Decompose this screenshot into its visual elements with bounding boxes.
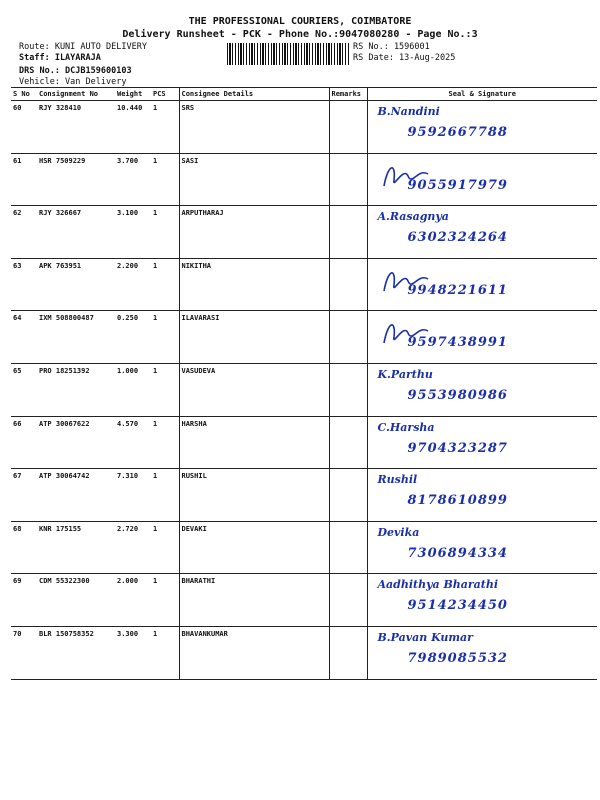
- cell-signature: [367, 153, 597, 206]
- cell-weight: 1.000: [115, 363, 151, 416]
- cell-sno: 63: [11, 258, 37, 311]
- cell-weight: 2.200: [115, 258, 151, 311]
- drs-label: DRS No.: DCJB159600103: [19, 66, 132, 76]
- cell-signature: [367, 521, 597, 574]
- col-consignment: Consignment No: [37, 88, 115, 101]
- cell-consignment: BLR 150758352: [37, 626, 115, 679]
- cell-consignee: VASUDEVA: [179, 363, 329, 416]
- signature-phone: 7989085532: [407, 650, 508, 666]
- cell-signature: [367, 416, 597, 469]
- cell-consignee: HARSHA: [179, 416, 329, 469]
- cell-pcs: 1: [151, 626, 179, 679]
- cell-pcs: 1: [151, 311, 179, 364]
- cell-pcs: 1: [151, 574, 179, 627]
- cell-consignee: BHARATHI: [179, 574, 329, 627]
- cell-consignment: KNR 175155: [37, 521, 115, 574]
- cell-consignment: ATP 30064742: [37, 469, 115, 522]
- signature-phone: 9514234450: [407, 598, 508, 614]
- signature-phone: 7306894334: [407, 545, 508, 561]
- cell-remarks: [329, 363, 367, 416]
- cell-weight: 2.720: [115, 521, 151, 574]
- cell-remarks: [329, 416, 367, 469]
- table-row: [11, 363, 597, 416]
- cell-sno: 62: [11, 206, 37, 259]
- cell-sno: 69: [11, 574, 37, 627]
- cell-pcs: 1: [151, 416, 179, 469]
- cell-sno: 68: [11, 521, 37, 574]
- cell-consignee: NIKITHA: [179, 258, 329, 311]
- cell-consignee: ILAVARASI: [179, 311, 329, 364]
- cell-consignment: HSR 7509229: [37, 153, 115, 206]
- cell-consignee: ARPUTHARAJ: [179, 206, 329, 259]
- cell-consignment: ATP 30067622: [37, 416, 115, 469]
- signature-name: C.Harsha: [377, 420, 435, 434]
- signature-phone: 8178610899: [407, 493, 508, 509]
- cell-pcs: 1: [151, 258, 179, 311]
- cell-consignment: CDM 55322300: [37, 574, 115, 627]
- cell-consignment: RJY 326667: [37, 206, 115, 259]
- signature-phone: 9948221611: [407, 282, 508, 298]
- cell-pcs: 1: [151, 521, 179, 574]
- signature-phone: 6302324264: [407, 230, 508, 246]
- table-row: [11, 258, 597, 311]
- cell-remarks: [329, 626, 367, 679]
- cell-sno: 66: [11, 416, 37, 469]
- cell-signature: [367, 206, 597, 259]
- signature-name: B.Pavan Kumar: [377, 630, 473, 644]
- cell-sno: 60: [11, 101, 37, 154]
- cell-pcs: 1: [151, 206, 179, 259]
- table-row: [11, 521, 597, 574]
- col-sno: S No: [11, 88, 37, 101]
- cell-signature: [367, 469, 597, 522]
- cell-weight: 0.250: [115, 311, 151, 364]
- cell-remarks: [329, 521, 367, 574]
- table-row: [11, 574, 597, 627]
- cell-pcs: 1: [151, 153, 179, 206]
- signature-name: A.Rasagnya: [377, 210, 449, 224]
- signature-phone: 9592667788: [407, 125, 508, 140]
- col-pcs: PCS: [151, 88, 179, 101]
- cell-remarks: [329, 469, 367, 522]
- cell-remarks: [329, 153, 367, 206]
- cell-consignment: IXM 508800487: [37, 311, 115, 364]
- cell-consignment: APK 763951: [37, 258, 115, 311]
- cell-remarks: [329, 101, 367, 154]
- barcode: [227, 43, 350, 65]
- cell-weight: 7.310: [115, 469, 151, 522]
- cell-weight: 4.570: [115, 416, 151, 469]
- cell-consignment: PRO 18251392: [37, 363, 115, 416]
- cell-consignee: BHAVANKUMAR: [179, 626, 329, 679]
- cell-consignee: DEVAKI: [179, 521, 329, 574]
- cell-weight: 3.100: [115, 206, 151, 259]
- col-consignee: Consignee Details: [179, 88, 329, 101]
- cell-remarks: [329, 206, 367, 259]
- table-header-row: [11, 88, 597, 101]
- cell-consignment: RJY 328410: [37, 101, 115, 154]
- col-remarks: Remarks: [329, 88, 367, 101]
- col-weight: Weight: [115, 88, 151, 101]
- cell-sno: 61: [11, 153, 37, 206]
- cell-signature: [367, 363, 597, 416]
- signature-name: Rushil: [377, 473, 418, 487]
- signature-phone: 9597438991: [407, 335, 508, 351]
- cell-sno: 65: [11, 363, 37, 416]
- runsheet-table: [11, 87, 597, 680]
- cell-signature: [367, 626, 597, 679]
- signature-name: Devika: [377, 525, 420, 539]
- staff-label: Staff: ILAYARAJA: [19, 53, 101, 63]
- cell-sno: 70: [11, 626, 37, 679]
- table-row: [11, 206, 597, 259]
- cell-sno: 64: [11, 311, 37, 364]
- cell-consignee: SRS: [179, 101, 329, 154]
- col-signature: Seal & Signature: [367, 88, 597, 101]
- cell-signature: [367, 574, 597, 627]
- cell-consignee: RUSHIL: [179, 469, 329, 522]
- cell-remarks: [329, 311, 367, 364]
- signature-phone: 9704323287: [407, 440, 508, 456]
- table-row: [11, 101, 597, 154]
- page-title: THE PROFESSIONAL COURIERS, COIMBATORE: [188, 16, 412, 27]
- route-label: Route: KUNI AUTO DELIVERY: [19, 42, 147, 52]
- vehicle-label: Vehicle: Van Delivery: [19, 77, 127, 87]
- cell-pcs: 1: [151, 363, 179, 416]
- cell-weight: 3.300: [115, 626, 151, 679]
- signature-name: K.Parthu: [377, 367, 433, 381]
- rs-date: RS Date: 13-Aug-2025: [353, 53, 456, 63]
- table-row: [11, 626, 597, 679]
- cell-pcs: 1: [151, 101, 179, 154]
- signature-phone: 9553980986: [407, 387, 508, 403]
- table-row: [11, 153, 597, 206]
- cell-sno: 67: [11, 469, 37, 522]
- cell-pcs: 1: [151, 469, 179, 522]
- table-row: [11, 469, 597, 522]
- cell-signature: [367, 101, 597, 154]
- table-row: [11, 311, 597, 364]
- signature-name: B.Nandini: [377, 105, 440, 118]
- table-row: [11, 416, 597, 469]
- cell-weight: 3.700: [115, 153, 151, 206]
- signature-name: Aadhithya Bharathi: [377, 578, 499, 592]
- signature-phone: 9055917979: [407, 177, 508, 193]
- cell-remarks: [329, 258, 367, 311]
- rs-number: RS No.: 1596001: [353, 42, 430, 52]
- page-subtitle: Delivery Runsheet - PCK - Phone No.:9047080280 - Page No.:3: [122, 29, 478, 40]
- cell-consignee: SASI: [179, 153, 329, 206]
- cell-signature: [367, 258, 597, 311]
- cell-remarks: [329, 574, 367, 627]
- cell-weight: 10.440: [115, 101, 151, 154]
- cell-weight: 2.000: [115, 574, 151, 627]
- cell-signature: [367, 311, 597, 364]
